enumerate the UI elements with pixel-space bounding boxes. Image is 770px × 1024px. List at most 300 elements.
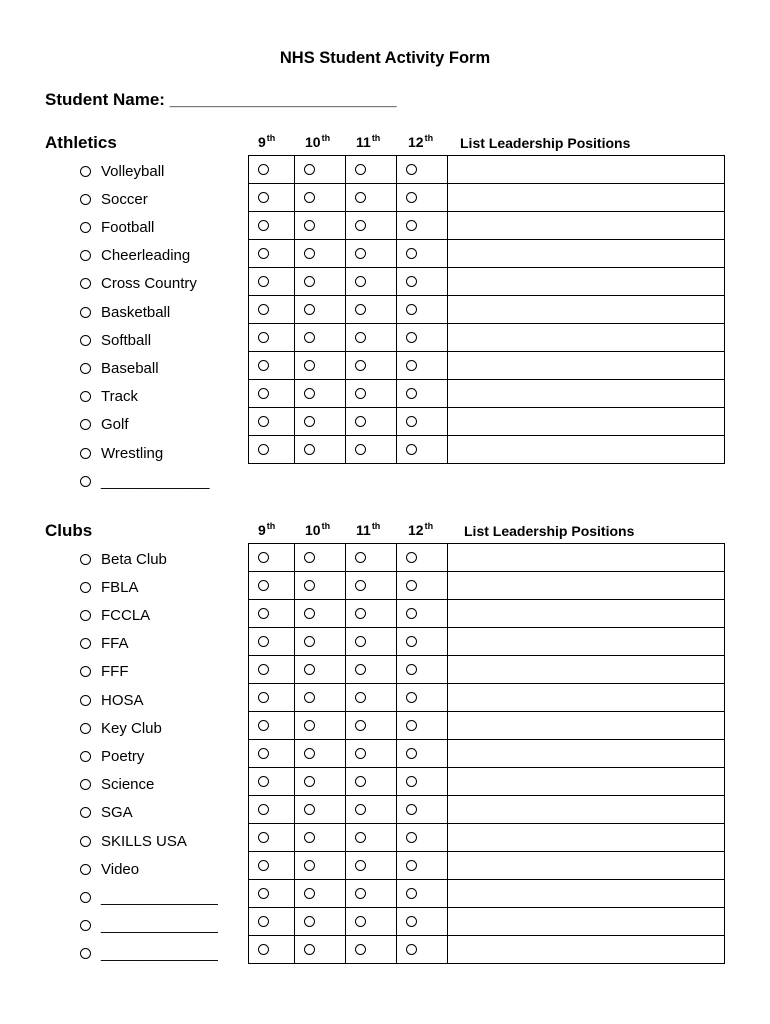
grade-cell-10[interactable] — [295, 572, 346, 600]
radio-circle-icon[interactable] — [80, 307, 91, 318]
table-row — [249, 436, 725, 464]
radio-circle-icon[interactable] — [304, 248, 315, 259]
activity-item[interactable] — [80, 658, 129, 686]
grade-cell-9[interactable] — [249, 740, 295, 768]
radio-circle-icon[interactable] — [80, 779, 91, 790]
radio-circle-icon[interactable] — [80, 250, 91, 261]
grade-cell-11[interactable] — [346, 352, 397, 380]
radio-circle-icon[interactable] — [406, 416, 417, 427]
radio-circle-icon[interactable] — [258, 304, 269, 315]
activity-label: Cross Country — [101, 275, 197, 293]
radio-circle-icon[interactable] — [406, 804, 417, 815]
radio-circle-icon[interactable] — [258, 776, 269, 787]
grade-cell-12[interactable] — [397, 656, 448, 684]
grade-cell-12[interactable] — [397, 156, 448, 184]
radio-circle-icon[interactable] — [258, 276, 269, 287]
radio-circle-icon[interactable] — [406, 888, 417, 899]
radio-circle-icon[interactable] — [258, 580, 269, 591]
radio-circle-icon[interactable] — [304, 276, 315, 287]
radio-circle-icon[interactable] — [355, 192, 366, 203]
grade-cell-10[interactable] — [295, 880, 346, 908]
table-row — [249, 380, 725, 408]
radio-circle-icon[interactable] — [258, 192, 269, 203]
radio-circle-icon[interactable] — [406, 748, 417, 759]
grade-cell-12[interactable] — [397, 324, 448, 352]
activity-item[interactable] — [80, 354, 159, 382]
grade-cell-12[interactable] — [397, 408, 448, 436]
grade-cell-10[interactable] — [295, 740, 346, 768]
leadership-input[interactable] — [448, 212, 725, 240]
radio-circle-icon[interactable] — [80, 335, 91, 346]
grade-cell-9[interactable] — [249, 852, 295, 880]
radio-circle-icon[interactable] — [406, 636, 417, 647]
grade-cell-12[interactable] — [397, 852, 448, 880]
radio-circle-icon[interactable] — [258, 332, 269, 343]
activity-item[interactable] — [80, 326, 151, 354]
radio-circle-icon[interactable] — [304, 580, 315, 591]
radio-circle-icon[interactable] — [80, 836, 91, 847]
grade-cell-11[interactable] — [346, 628, 397, 656]
grade-cell-11[interactable] — [346, 880, 397, 908]
radio-circle-icon[interactable] — [304, 748, 315, 759]
grade-cell-11[interactable] — [346, 572, 397, 600]
radio-circle-icon[interactable] — [406, 944, 417, 955]
radio-circle-icon[interactable] — [258, 360, 269, 371]
grade-cell-10[interactable] — [295, 908, 346, 936]
leadership-input[interactable] — [448, 740, 725, 768]
radio-circle-icon[interactable] — [258, 692, 269, 703]
grade-cell-9[interactable] — [249, 572, 295, 600]
grade-cell-10[interactable] — [295, 296, 346, 324]
grade-cell-9[interactable] — [249, 268, 295, 296]
radio-circle-icon[interactable] — [355, 888, 366, 899]
grade-cell-9[interactable] — [249, 908, 295, 936]
radio-circle-icon[interactable] — [406, 580, 417, 591]
grade-cell-10[interactable] — [295, 380, 346, 408]
radio-circle-icon[interactable] — [406, 692, 417, 703]
activity-label: FBLA — [101, 578, 139, 596]
grade-cell-12[interactable] — [397, 212, 448, 240]
radio-circle-icon[interactable] — [355, 304, 366, 315]
radio-circle-icon[interactable] — [355, 220, 366, 231]
grade-cell-11[interactable] — [346, 212, 397, 240]
radio-circle-icon[interactable] — [258, 164, 269, 175]
grade-cell-12[interactable] — [397, 824, 448, 852]
leadership-input[interactable] — [448, 296, 725, 324]
radio-circle-icon[interactable] — [304, 608, 315, 619]
leadership-input[interactable] — [448, 184, 725, 212]
grade-cell-11[interactable] — [346, 544, 397, 572]
grade-cell-12[interactable] — [397, 600, 448, 628]
radio-circle-icon[interactable] — [258, 388, 269, 399]
leadership-input[interactable] — [448, 240, 725, 268]
grade-cell-12[interactable] — [397, 544, 448, 572]
grade-cell-10[interactable] — [295, 824, 346, 852]
grade-cell-11[interactable] — [346, 796, 397, 824]
activity-item[interactable] — [80, 383, 138, 411]
radio-circle-icon[interactable] — [406, 248, 417, 259]
radio-circle-icon[interactable] — [80, 582, 91, 593]
grade-cell-12[interactable] — [397, 184, 448, 212]
radio-circle-icon[interactable] — [258, 444, 269, 455]
radio-circle-icon[interactable] — [355, 832, 366, 843]
grade-cell-12[interactable] — [397, 768, 448, 796]
grade-cell-10[interactable] — [295, 156, 346, 184]
activity-item[interactable] — [80, 827, 187, 855]
leadership-input[interactable] — [448, 352, 725, 380]
radio-circle-icon[interactable] — [355, 664, 366, 675]
table-row — [249, 908, 725, 936]
radio-circle-icon[interactable] — [355, 776, 366, 787]
grade-cell-11[interactable] — [346, 380, 397, 408]
grade-cell-10[interactable] — [295, 268, 346, 296]
radio-circle-icon[interactable] — [258, 916, 269, 927]
radio-circle-icon[interactable] — [80, 448, 91, 459]
radio-circle-icon[interactable] — [304, 692, 315, 703]
grade-cell-11[interactable] — [346, 184, 397, 212]
grade-cell-10[interactable] — [295, 324, 346, 352]
grade-cell-12[interactable] — [397, 268, 448, 296]
leadership-input[interactable] — [448, 408, 725, 436]
activity-item[interactable] — [80, 601, 150, 629]
activity-label: Softball — [101, 331, 152, 349]
grade-cell-10[interactable] — [295, 212, 346, 240]
radio-circle-icon[interactable] — [258, 416, 269, 427]
radio-circle-icon[interactable] — [406, 608, 417, 619]
grade-cell-9[interactable] — [249, 352, 295, 380]
grade-cell-9[interactable] — [249, 628, 295, 656]
activity-item[interactable] — [80, 298, 170, 326]
grade-cell-9[interactable] — [249, 380, 295, 408]
student-name-field[interactable]: Student Name: ________________________ — [45, 90, 397, 109]
grade-cell-12[interactable] — [397, 380, 448, 408]
leadership-input[interactable] — [448, 684, 725, 712]
grade-cell-10[interactable] — [295, 240, 346, 268]
radio-circle-icon[interactable] — [406, 276, 417, 287]
grade-cell-9[interactable] — [249, 712, 295, 740]
radio-circle-icon[interactable] — [304, 388, 315, 399]
radio-circle-icon[interactable] — [406, 332, 417, 343]
radio-circle-icon[interactable] — [258, 944, 269, 955]
radio-circle-icon[interactable] — [80, 194, 91, 205]
grade-cell-11[interactable] — [346, 852, 397, 880]
radio-circle-icon[interactable] — [80, 751, 91, 762]
grade-cell-9[interactable] — [249, 408, 295, 436]
radio-circle-icon[interactable] — [406, 860, 417, 871]
radio-circle-icon[interactable] — [355, 580, 366, 591]
grade-cell-10[interactable] — [295, 712, 346, 740]
grade-cell-10[interactable] — [295, 684, 346, 712]
grade-cell-12[interactable] — [397, 436, 448, 464]
grade-cell-9[interactable] — [249, 324, 295, 352]
radio-circle-icon[interactable] — [80, 610, 91, 621]
activity-item[interactable] — [80, 213, 154, 241]
grade-cell-9[interactable] — [249, 600, 295, 628]
grade-cell-11[interactable] — [346, 684, 397, 712]
grade-cell-10[interactable] — [295, 352, 346, 380]
activity-item[interactable] — [80, 742, 144, 770]
radio-circle-icon[interactable] — [355, 360, 366, 371]
grade-cell-9[interactable] — [249, 156, 295, 184]
activity-label: HOSA — [101, 691, 144, 709]
radio-circle-icon[interactable] — [355, 860, 366, 871]
grade-cell-10[interactable] — [295, 796, 346, 824]
grade-cell-11[interactable] — [346, 436, 397, 464]
radio-circle-icon[interactable] — [80, 723, 91, 734]
leadership-input[interactable] — [448, 156, 725, 184]
radio-circle-icon[interactable] — [355, 248, 366, 259]
radio-circle-icon[interactable] — [304, 720, 315, 731]
radio-circle-icon[interactable] — [80, 864, 91, 875]
radio-circle-icon[interactable] — [304, 164, 315, 175]
grade-cell-12[interactable] — [397, 880, 448, 908]
radio-circle-icon[interactable] — [355, 164, 366, 175]
grade-cell-11[interactable] — [346, 740, 397, 768]
radio-circle-icon[interactable] — [258, 720, 269, 731]
radio-circle-icon[interactable] — [304, 804, 315, 815]
radio-circle-icon[interactable] — [304, 552, 315, 563]
grade-cell-11[interactable] — [346, 600, 397, 628]
leadership-input[interactable] — [448, 712, 725, 740]
activity-item[interactable] — [80, 185, 148, 213]
radio-circle-icon[interactable] — [80, 419, 91, 430]
grade-cell-11[interactable] — [346, 408, 397, 436]
table-row — [249, 352, 725, 380]
radio-circle-icon[interactable] — [406, 360, 417, 371]
radio-circle-icon[interactable] — [406, 220, 417, 231]
radio-circle-icon[interactable] — [304, 360, 315, 371]
radio-circle-icon[interactable] — [80, 948, 91, 959]
activity-item[interactable] — [80, 771, 154, 799]
grade-cell-11[interactable] — [346, 824, 397, 852]
radio-circle-icon[interactable] — [406, 304, 417, 315]
athletics-grid — [248, 155, 725, 464]
radio-circle-icon[interactable] — [80, 666, 91, 677]
activity-item-blank[interactable] — [80, 467, 209, 495]
grade-cell-11[interactable] — [346, 296, 397, 324]
leadership-input[interactable] — [448, 268, 725, 296]
radio-circle-icon[interactable] — [355, 804, 366, 815]
activity-item[interactable] — [80, 883, 218, 911]
grade-cell-11[interactable] — [346, 268, 397, 296]
grade-cell-9[interactable] — [249, 656, 295, 684]
radio-circle-icon[interactable] — [355, 720, 366, 731]
leadership-input[interactable] — [448, 656, 725, 684]
radio-circle-icon[interactable] — [355, 944, 366, 955]
radio-circle-icon[interactable] — [258, 804, 269, 815]
grade-cell-9[interactable] — [249, 544, 295, 572]
radio-circle-icon[interactable] — [80, 278, 91, 289]
radio-circle-icon[interactable] — [258, 220, 269, 231]
radio-circle-icon[interactable] — [258, 888, 269, 899]
radio-circle-icon[interactable] — [258, 248, 269, 259]
activity-item[interactable] — [80, 242, 190, 270]
radio-circle-icon[interactable] — [80, 638, 91, 649]
grade-cell-9[interactable] — [249, 436, 295, 464]
grade-cell-11[interactable] — [346, 240, 397, 268]
activity-item[interactable] — [80, 157, 164, 185]
grade-cell-12[interactable] — [397, 240, 448, 268]
radio-circle-icon[interactable] — [406, 664, 417, 675]
grade-cell-10[interactable] — [295, 600, 346, 628]
radio-circle-icon[interactable] — [304, 444, 315, 455]
radio-circle-icon[interactable] — [258, 748, 269, 759]
radio-circle-icon[interactable] — [406, 832, 417, 843]
radio-circle-icon[interactable] — [355, 444, 366, 455]
radio-circle-icon[interactable] — [258, 608, 269, 619]
radio-circle-icon[interactable] — [80, 363, 91, 374]
leadership-input[interactable] — [448, 936, 725, 964]
radio-circle-icon[interactable] — [355, 388, 366, 399]
radio-circle-icon[interactable] — [355, 416, 366, 427]
grade-cell-12[interactable] — [397, 628, 448, 656]
grade-cell-9[interactable] — [249, 296, 295, 324]
radio-circle-icon[interactable] — [355, 552, 366, 563]
radio-circle-icon[interactable] — [304, 916, 315, 927]
leadership-input[interactable] — [448, 600, 725, 628]
radio-circle-icon[interactable] — [406, 388, 417, 399]
radio-circle-icon[interactable] — [355, 748, 366, 759]
radio-circle-icon[interactable] — [355, 916, 366, 927]
activity-item[interactable] — [80, 855, 139, 883]
grade-cell-11[interactable] — [346, 908, 397, 936]
grade-cell-10[interactable] — [295, 408, 346, 436]
grade-cell-9[interactable] — [249, 768, 295, 796]
grade-cell-10[interactable] — [295, 936, 346, 964]
activity-item[interactable] — [80, 630, 129, 658]
radio-circle-icon[interactable] — [258, 664, 269, 675]
grade-cell-9[interactable] — [249, 824, 295, 852]
grade-cell-9[interactable] — [249, 936, 295, 964]
radio-circle-icon[interactable] — [258, 636, 269, 647]
grade-cell-12[interactable] — [397, 796, 448, 824]
grade-cell-10[interactable] — [295, 184, 346, 212]
grade-cell-10[interactable] — [295, 544, 346, 572]
radio-circle-icon[interactable] — [355, 636, 366, 647]
radio-circle-icon[interactable] — [258, 832, 269, 843]
radio-circle-icon[interactable] — [355, 332, 366, 343]
grade-cell-10[interactable] — [295, 656, 346, 684]
radio-circle-icon[interactable] — [355, 276, 366, 287]
grade-cell-9[interactable] — [249, 880, 295, 908]
grade-cell-10[interactable] — [295, 628, 346, 656]
leadership-input[interactable] — [448, 380, 725, 408]
radio-circle-icon[interactable] — [304, 304, 315, 315]
leadership-input[interactable] — [448, 824, 725, 852]
activity-item[interactable] — [80, 940, 218, 968]
grade-cell-12[interactable] — [397, 684, 448, 712]
activity-item[interactable] — [80, 912, 218, 940]
activity-item[interactable] — [80, 439, 163, 467]
radio-circle-icon[interactable] — [406, 552, 417, 563]
grade-cell-12[interactable] — [397, 740, 448, 768]
radio-circle-icon[interactable] — [80, 554, 91, 565]
radio-circle-icon[interactable] — [304, 192, 315, 203]
grade-cell-10[interactable] — [295, 436, 346, 464]
leadership-input[interactable] — [448, 436, 725, 464]
leadership-header: List Leadership Positions — [464, 523, 635, 539]
radio-circle-icon[interactable] — [355, 608, 366, 619]
radio-circle-icon[interactable] — [80, 166, 91, 177]
grade-cell-11[interactable] — [346, 768, 397, 796]
leadership-input[interactable] — [448, 880, 725, 908]
activity-item[interactable] — [80, 799, 133, 827]
radio-circle-icon[interactable] — [355, 692, 366, 703]
radio-circle-icon[interactable] — [80, 222, 91, 233]
grade-cell-12[interactable] — [397, 936, 448, 964]
radio-circle-icon[interactable] — [406, 444, 417, 455]
leadership-input[interactable] — [448, 796, 725, 824]
radio-circle-icon[interactable] — [406, 720, 417, 731]
radio-circle-icon[interactable] — [304, 860, 315, 871]
blank-label[interactable]: _____________ — [101, 472, 210, 490]
grade-cell-12[interactable] — [397, 712, 448, 740]
radio-circle-icon[interactable] — [80, 695, 91, 706]
grade-cell-9[interactable] — [249, 184, 295, 212]
grade-cell-9[interactable] — [249, 240, 295, 268]
grade-cell-11[interactable] — [346, 324, 397, 352]
leadership-input[interactable] — [448, 768, 725, 796]
activity-item[interactable] — [80, 545, 167, 573]
radio-circle-icon[interactable] — [406, 164, 417, 175]
radio-circle-icon[interactable] — [406, 916, 417, 927]
grade-cell-9[interactable] — [249, 684, 295, 712]
grade-cell-11[interactable] — [346, 656, 397, 684]
leadership-input[interactable] — [448, 628, 725, 656]
grade-cell-11[interactable] — [346, 156, 397, 184]
radio-circle-icon[interactable] — [304, 636, 315, 647]
radio-circle-icon[interactable] — [304, 220, 315, 231]
grade-cell-11[interactable] — [346, 936, 397, 964]
radio-circle-icon[interactable] — [80, 476, 91, 487]
grade-cell-12[interactable] — [397, 572, 448, 600]
radio-circle-icon[interactable] — [80, 920, 91, 931]
activity-item[interactable] — [80, 686, 144, 714]
grade-cell-9[interactable] — [249, 212, 295, 240]
radio-circle-icon[interactable] — [406, 192, 417, 203]
activity-item[interactable] — [80, 411, 129, 439]
activity-item[interactable] — [80, 714, 162, 742]
radio-circle-icon[interactable] — [406, 776, 417, 787]
radio-circle-icon[interactable] — [80, 892, 91, 903]
leadership-input[interactable] — [448, 544, 725, 572]
activity-item[interactable] — [80, 573, 139, 601]
radio-circle-icon[interactable] — [80, 807, 91, 818]
radio-circle-icon[interactable] — [304, 888, 315, 899]
radio-circle-icon[interactable] — [258, 860, 269, 871]
radio-circle-icon[interactable] — [304, 832, 315, 843]
radio-circle-icon[interactable] — [304, 944, 315, 955]
radio-circle-icon[interactable] — [304, 416, 315, 427]
grade-cell-11[interactable] — [346, 712, 397, 740]
leadership-input[interactable] — [448, 908, 725, 936]
radio-circle-icon[interactable] — [304, 332, 315, 343]
radio-circle-icon[interactable] — [304, 664, 315, 675]
radio-circle-icon[interactable] — [304, 776, 315, 787]
grade-cell-12[interactable] — [397, 908, 448, 936]
grade-cell-12[interactable] — [397, 296, 448, 324]
activity-item[interactable] — [80, 270, 197, 298]
leadership-input[interactable] — [448, 324, 725, 352]
grade-cell-12[interactable] — [397, 352, 448, 380]
radio-circle-icon[interactable] — [258, 552, 269, 563]
grade-cell-10[interactable] — [295, 852, 346, 880]
grade-cell-10[interactable] — [295, 768, 346, 796]
radio-circle-icon[interactable] — [80, 391, 91, 402]
grade-cell-9[interactable] — [249, 796, 295, 824]
leadership-input[interactable] — [448, 572, 725, 600]
leadership-input[interactable] — [448, 852, 725, 880]
